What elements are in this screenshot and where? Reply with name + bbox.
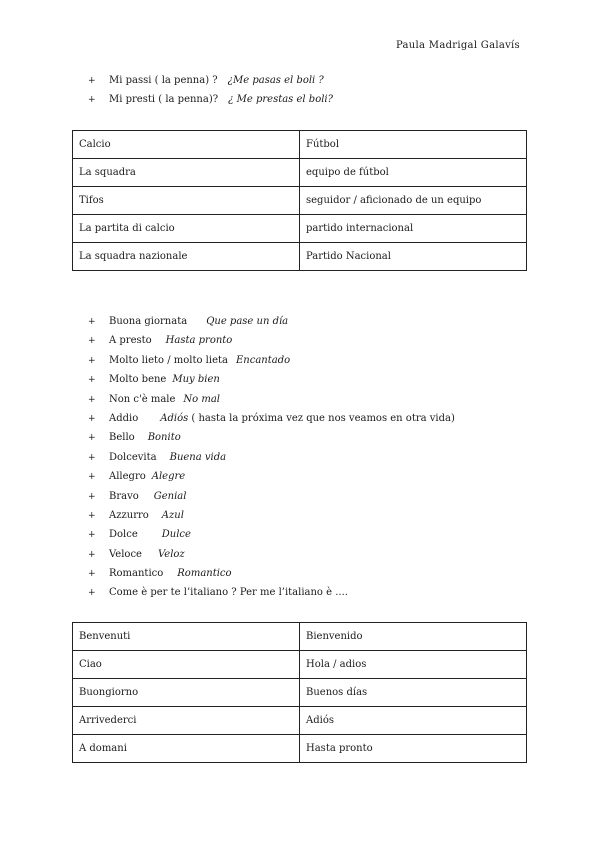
bullet-plus-icon: + — [88, 452, 96, 463]
list-item — [88, 331, 455, 350]
bullet-plus-icon: + — [88, 76, 96, 86]
spanish-translation: ¿Me pasas el boli ? — [227, 75, 324, 86]
italian-phrase: Non c'è male — [109, 393, 176, 405]
italian-term-cell: La partita di calcio — [73, 215, 300, 243]
bullet-plus-icon: + — [88, 530, 96, 541]
bullet-plus-icon: + — [88, 413, 96, 424]
spanish-translation: ¿ Me prestas el boli? — [228, 94, 333, 106]
italian-phrase: Bello — [109, 432, 135, 444]
list-item — [88, 506, 455, 525]
list-item — [88, 467, 455, 486]
spanish-translation: Alegre — [151, 471, 186, 483]
bullet-plus-icon: + — [88, 472, 96, 483]
italian-phrase: A presto — [109, 335, 152, 347]
list-item — [88, 525, 455, 544]
bullet-plus-icon: + — [88, 355, 96, 366]
translation-note: ( hasta la próxima vez que nos veamos en otra vida) — [188, 412, 455, 424]
bullet-plus-icon: + — [88, 569, 96, 580]
spanish-term-cell: Buenos días — [300, 679, 527, 707]
italian-phrase: Mi passi ( la penna) ? — [109, 75, 218, 86]
bullet-plus-icon: + — [88, 394, 96, 405]
spanish-translation: Dulce — [161, 529, 191, 541]
bullet-plus-icon: + — [88, 433, 96, 444]
bullet-plus-icon: + — [88, 588, 96, 599]
italian-term-cell: Arrivederci — [73, 707, 300, 735]
spanish-term-cell: equipo de fútbol — [300, 159, 527, 187]
phrase-list-2 — [88, 312, 455, 603]
italian-phrase: Dolcevita — [109, 451, 157, 463]
italian-phrase: Come è per te l’italiano ? Per me l’italiano è .... — [109, 587, 348, 599]
author-name: Paula Madrigal Galavís — [395, 40, 520, 51]
list-item — [88, 312, 455, 331]
italian-term-cell: La squadra nazionale — [73, 243, 300, 271]
italian-term-cell: Calcio — [73, 131, 300, 159]
italian-phrase: Bravo — [109, 490, 139, 502]
table-row — [73, 187, 527, 215]
table-row — [73, 243, 527, 271]
list-item — [88, 351, 455, 370]
italian-term-cell: Benvenuti — [73, 623, 300, 651]
table-row — [73, 707, 527, 735]
list-item — [88, 90, 333, 109]
spanish-translation: Romantico — [177, 568, 232, 580]
bullet-plus-icon: + — [88, 317, 96, 327]
spanish-term-cell: Hola / adios — [300, 651, 527, 679]
italian-term-cell: Tifos — [73, 187, 300, 215]
italian-phrase: Veloce — [109, 548, 142, 560]
list-item — [88, 71, 333, 90]
italian-phrase: Romantico — [109, 568, 164, 580]
spanish-translation: Adiós — [160, 412, 189, 424]
italian-phrase: Mi presti ( la penna)? — [109, 94, 219, 106]
spanish-translation: No mal — [183, 393, 220, 405]
spanish-term-cell: partido internacional — [300, 215, 527, 243]
spanish-translation: Que pase un día — [206, 316, 289, 327]
spanish-term-cell: seguidor / aficionado de un equipo — [300, 187, 527, 215]
bullet-plus-icon: + — [88, 375, 96, 386]
list-item — [88, 564, 455, 583]
italian-phrase: Azzurro — [109, 509, 149, 521]
table-row — [73, 651, 527, 679]
spanish-translation: Azul — [161, 509, 184, 521]
list-item — [88, 390, 455, 409]
list-item — [88, 370, 455, 389]
italian-phrase: Buona giornata — [109, 316, 188, 327]
table-row — [73, 131, 527, 159]
spanish-translation: Encantado — [235, 354, 291, 366]
table-row — [73, 679, 527, 707]
list-item — [88, 583, 455, 602]
italian-phrase: Molto lieto / molto lieta — [109, 354, 228, 366]
spanish-translation: Muy bien — [172, 374, 220, 386]
list-item — [88, 545, 455, 564]
spanish-translation: Veloz — [157, 548, 185, 560]
bullet-plus-icon: + — [88, 549, 96, 560]
bullet-plus-icon: + — [88, 336, 96, 347]
spanish-term-cell: Adiós — [300, 707, 527, 735]
italian-phrase: Dolce — [109, 529, 138, 541]
list-item — [88, 448, 455, 467]
table-row — [73, 735, 527, 763]
table-row — [73, 159, 527, 187]
list-item — [88, 487, 455, 506]
table-row — [73, 623, 527, 651]
vocabulary-table-football — [72, 130, 527, 271]
italian-phrase: Allegro — [109, 471, 146, 483]
italian-term-cell: A domani — [73, 735, 300, 763]
spanish-term-cell: Bienvenido — [300, 623, 527, 651]
bullet-plus-icon: + — [88, 491, 96, 502]
phrase-list-1 — [88, 71, 333, 110]
list-item — [88, 428, 455, 447]
spanish-term-cell: Partido Nacional — [300, 243, 527, 271]
spanish-term-cell: Fútbol — [300, 131, 527, 159]
table-row — [73, 215, 527, 243]
spanish-translation: Genial — [153, 490, 187, 502]
italian-term-cell: La squadra — [73, 159, 300, 187]
bullet-plus-icon: + — [88, 95, 96, 106]
spanish-term-cell: Hasta pronto — [300, 735, 527, 763]
list-item — [88, 409, 455, 428]
italian-phrase: Addio — [109, 412, 139, 424]
italian-term-cell: Buongiorno — [73, 679, 300, 707]
spanish-translation: Bonito — [147, 432, 181, 444]
bullet-plus-icon: + — [88, 510, 96, 521]
spanish-translation: Buena vida — [169, 451, 227, 463]
italian-phrase: Molto bene — [109, 374, 167, 386]
italian-term-cell: Ciao — [73, 651, 300, 679]
spanish-translation: Hasta pronto — [165, 335, 233, 347]
vocabulary-table-greetings — [72, 622, 527, 763]
